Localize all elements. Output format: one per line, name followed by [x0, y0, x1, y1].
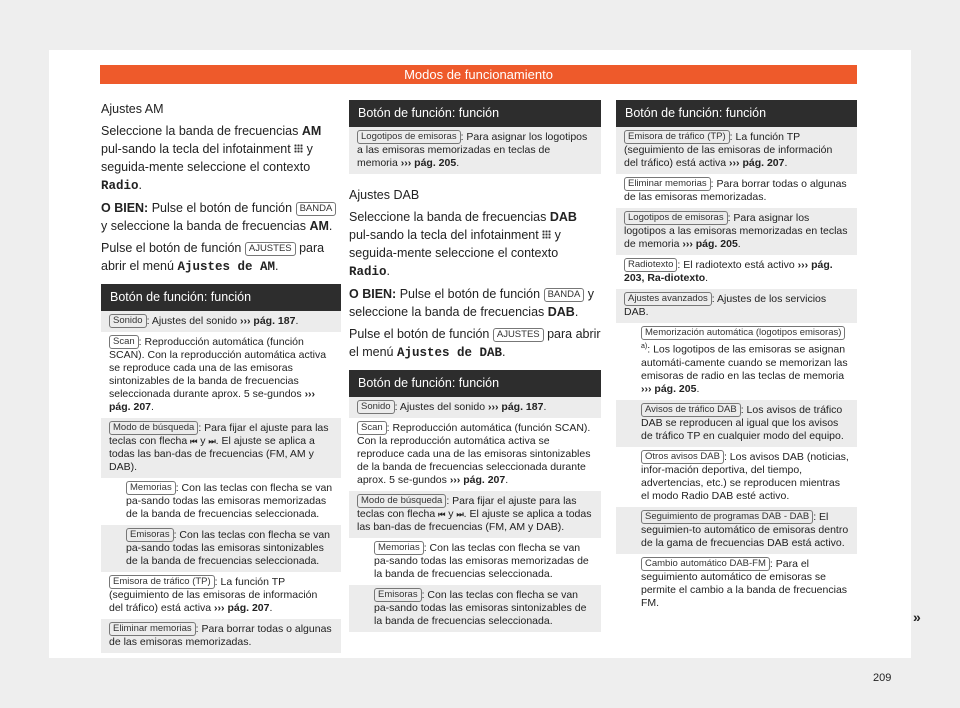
table-row: Memorias : Con las teclas con flecha se van pa-sando todas las emisoras memorizadas de la banda de frecuencias seleccionada. [374, 542, 589, 580]
table-row: Radiotexto : El radiotexto está activo ››› pág. 203, Ra-diotexto. [624, 259, 833, 284]
paragraph: Pulse el botón de función AJUSTES para abrir el menú Ajustes de DAB. [349, 327, 601, 360]
function-key: BANDA [296, 202, 337, 216]
heading-ajustes-am: Ajustes AM [101, 102, 164, 116]
table-row: Avisos de tráfico DAB : Los avisos de tráfico DAB se reproducen al igual que los avisos de tráfico TP en cualquier modo del equipo. [616, 400, 857, 447]
section-header: Modos de funcionamiento [100, 65, 857, 84]
function-key: AJUSTES [493, 328, 544, 342]
table-row: Cambio automático DAB-FM : Para el seguimiento automático de emisoras se permite el cambio a la banda de frecuencias FM. [641, 557, 848, 609]
table-row: Logotipos de emisoras : Para asignar los logotipos a las emisoras memorizadas en teclas de memoria ››› pág. 205. [349, 127, 601, 174]
table-row: Scan : Reproducción automática (función SCAN). Con la reproducción automática activa se reproduce cada una de las emisoras sintonizables de la banda de frecuencias seleccionada durante aprox. 5 se-gundos ››› pág. 207. [109, 336, 327, 413]
skip-forward-icon: ⏭ [456, 510, 464, 519]
table-row: Otros avisos DAB : Los avisos DAB (noticias, infor-mación deportiva, del tiempo, advertencias, etc.) se reproducen mientras el modo Radio DAB esté activo. [641, 450, 849, 502]
paragraph: O BIEN: Pulse el botón de función BANDA y seleccione la banda de frecuencias AM. [101, 199, 341, 235]
table-header: Botón de función: función [616, 100, 857, 127]
table-row: Emisora de tráfico (TP) : La función TP (seguimiento de las emisoras de información del tráfico) está activa ››› pág. 207. [616, 127, 857, 174]
grid-icon [542, 230, 551, 239]
table-row: Emisoras : Con las teclas con flecha se van pa-sando todas las emisoras sintonizables de la banda de frecuencias seleccionada. [349, 585, 601, 632]
skip-forward-icon: ⏭ [208, 437, 216, 446]
table-row: Modo de búsqueda : Para fijar el ajuste para las teclas con flecha ⏮ y ⏭. El ajuste se aplica a todas las ban-das de frecuencias (FM, AM y DAB). [101, 418, 341, 478]
function-key: BANDA [544, 288, 585, 302]
function-table [616, 100, 857, 614]
table-row: Memorización automática (logotipos emisoras)$^{a)}$: Los logotipos de las emisoras se asignan automáti-camente cuando se memorizan las emisoras de radio en las teclas de memoria ››› pág. 205. [641, 327, 848, 395]
table-row: Eliminar memorias : Para borrar todas o algunas de las emisoras memorizadas. [624, 178, 847, 203]
table-row: Eliminar memorias : Para borrar todas o algunas de las emisoras memorizadas. [101, 619, 341, 653]
table-row: Sonido : Ajustes del sonido ››› pág. 187. [101, 311, 341, 332]
function-key: AJUSTES [245, 242, 296, 256]
table-row: Scan : Reproducción automática (función SCAN). Con la reproducción automática activa se reproduce cada una de las emisoras sintonizables de la banda de frecuencias seleccionada durante aprox. 5 se-gundos ››› pág. 207. [357, 422, 591, 486]
function-table [101, 284, 341, 653]
table-header: Botón de función: función [101, 284, 341, 311]
skip-back-icon: ⏮ [190, 437, 198, 446]
grid-icon [294, 144, 303, 153]
function-table [349, 370, 601, 632]
column-1 [101, 100, 341, 653]
table-row: Ajustes avanzados : Ajustes de los servicios DAB. [616, 289, 857, 323]
table-header: Botón de función: función [349, 100, 601, 127]
paragraph: O BIEN: Pulse el botón de función BANDA y seleccione la banda de frecuencias DAB. [349, 287, 595, 319]
column-2 [349, 100, 601, 632]
paragraph: Seleccione la banda de frecuencias AM pul-sando la tecla del infotainment y seguida-mente seleccione el contexto Radio. [101, 124, 322, 193]
paragraph: Seleccione la banda de frecuencias DAB pul-sando la tecla del infotainment y seguida-mente seleccione el contexto Radio. [349, 210, 577, 279]
manual-page [49, 50, 921, 684]
table-row: Modo de búsqueda : Para fijar el ajuste para las teclas con flecha ⏮ y ⏭. El ajuste se aplica a todas las ban-das de frecuencias (FM, AM y DAB). [349, 491, 601, 538]
page-number: 209 [873, 672, 892, 684]
table-row: Logotipos de emisoras : Para asignar los logotipos a las emisoras memorizadas en teclas de memoria ››› pág. 205. [616, 208, 857, 255]
function-table [349, 100, 601, 174]
table-row: Sonido : Ajustes del sonido ››› pág. 187. [349, 397, 601, 418]
paragraph: Pulse el botón de función AJUSTES para abrir el menú Ajustes de AM. [101, 241, 325, 274]
table-row: Memorias : Con las teclas con flecha se van pa-sando todas las emisoras memorizadas de la banda de frecuencias seleccionada. [126, 482, 333, 520]
table-row: Emisora de tráfico (TP) : La función TP (seguimiento de las emisoras de información del tráfico) está activa ››› pág. 207. [109, 576, 318, 614]
continue-marker: » [913, 609, 921, 625]
column-3 [616, 100, 857, 614]
skip-back-icon: ⏮ [438, 510, 446, 519]
table-header: Botón de función: función [349, 370, 601, 397]
table-row: Seguimiento de programas DAB - DAB : El seguimien-to automático de emisoras dentro de la gama de frecuencias DAB está activo. [616, 507, 857, 554]
heading-ajustes-dab: Ajustes DAB [349, 188, 420, 202]
table-row: Emisoras : Con las teclas con flecha se van pa-sando todas las emisoras sintonizables de la banda de frecuencias seleccionada. [101, 525, 341, 572]
